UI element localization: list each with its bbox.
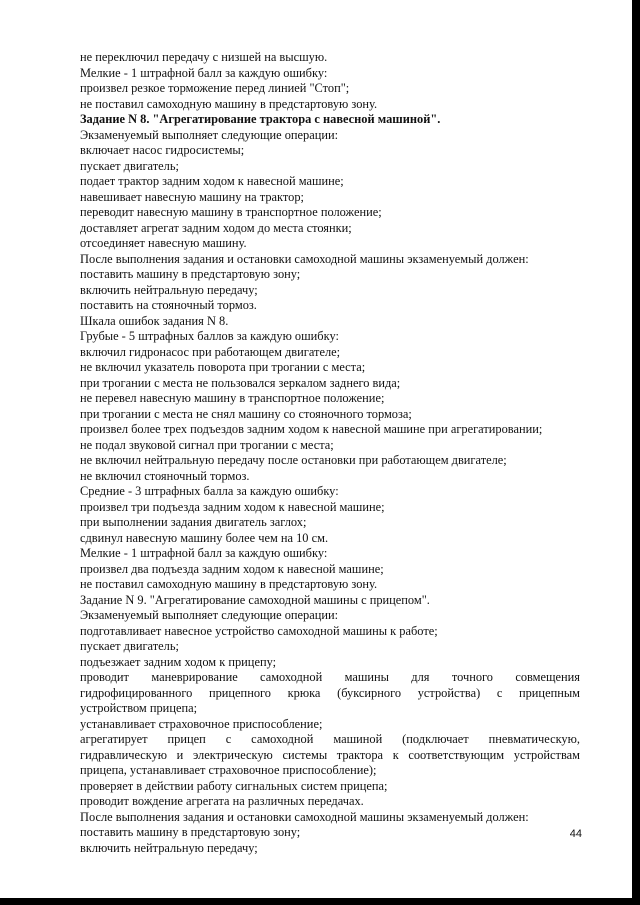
text-line: Мелкие - 1 штрафной балл за каждую ошибку:: [80, 65, 328, 80]
text-line: Грубые - 5 штрафных баллов за каждую ошибку:: [80, 329, 339, 343]
text-line: включил гидронасос при работающем двигателе;: [80, 344, 341, 359]
text-line: при трогании с места не снял машину со стояночного тормоза;: [80, 406, 412, 421]
text-line: переводит навесную машину в транспортное положение;: [80, 205, 382, 219]
text-line: включить нейтральную передачу;: [80, 282, 258, 297]
text-line: устройством прицепа;: [80, 701, 198, 715]
text-line: произвел три подъезда задним ходом к навесной машине;: [80, 499, 385, 514]
text-line: подъезжает задним ходом к прицепу;: [80, 654, 277, 669]
text-line: сдвинул навесную машину более чем на 10 см.: [80, 530, 329, 545]
text-line: подает трактор задним ходом к навесной машине;: [80, 174, 344, 188]
text-line: поставить машину в предстартовую зону;: [80, 825, 301, 839]
text-line: проводит вождение агрегата на различных передачах.: [80, 794, 364, 808]
text-line: поставить машину в предстартовую зону;: [80, 267, 301, 281]
text-line: агрегатирует прицеп с самоходной машиной (подключает пневматическую,: [80, 732, 580, 746]
text-line: пускает двигатель;: [80, 158, 179, 173]
text-line: навешивает навесную машину на трактор;: [80, 189, 304, 204]
text-line: устанавливает страховочное приспособление;: [80, 716, 323, 731]
text-line: не включил нейтральную передачу после остановки при работающем двигателе;: [80, 453, 507, 467]
text-line: Средние - 3 штрафных балла за каждую ошибку:: [80, 484, 339, 498]
text-line: не подал звуковой сигнал при трогании с места;: [80, 437, 334, 452]
text-line: при выполнении задания двигатель заглох;: [80, 515, 307, 529]
text-line: проверяет в действии работу сигнальных систем прицепа;: [80, 778, 388, 793]
page-number: 44: [569, 828, 582, 840]
text-line: произвел более трех подъездов задним ходом к навесной машине при агрегатировании;: [80, 422, 543, 436]
scan-edge-right: [632, 0, 640, 905]
text-line: Экзаменуемый выполняет следующие операции:: [80, 127, 339, 142]
text-line: не переключил передачу с низшей на высшую.: [80, 50, 328, 64]
text-line: гидравлическую и электрическую системы трактора к соответствующим устройствам: [80, 747, 580, 762]
text-line: включает насос гидросистемы;: [80, 143, 245, 157]
text-line: произвел два подъезда задним ходом к навесной машине;: [80, 561, 384, 576]
document-page: [80, 50, 580, 856]
text-line: поставить на стояночный тормоз.: [80, 298, 257, 312]
text-line: доставляет агрегат задним ходом до места стоянки;: [80, 220, 352, 235]
text-line: Шкала ошибок задания N 8.: [80, 313, 229, 328]
text-line: не включил стояночный тормоз.: [80, 468, 250, 483]
text-line: Экзаменуемый выполняет следующие операции:: [80, 608, 339, 622]
text-line: не поставил самоходную машину в предстартовую зону.: [80, 577, 378, 591]
text-line: Мелкие - 1 штрафной балл за каждую ошибку:: [80, 546, 328, 560]
text-line: гидрофицированного прицепного крюка (буксирного устройства) с прицепным: [80, 685, 580, 700]
text-line: при трогании с места не пользовался зеркалом заднего вида;: [80, 375, 401, 390]
task-heading: Задание N 8. "Агрегатирование трактора с навесной машиной".: [80, 112, 441, 126]
text-line: Задание N 9. "Агрегатирование самоходной машины с прицепом".: [80, 592, 430, 607]
text-line: После выполнения задания и остановки самоходной машины экзаменуемый должен:: [80, 251, 529, 266]
text-line: пускает двигатель;: [80, 639, 179, 653]
text-line: произвел резкое торможение перед линией "Стоп";: [80, 81, 350, 95]
text-line: не поставил самоходную машину в предстартовую зону.: [80, 96, 378, 111]
text-line: подготавливает навесное устройство самоходной машины к работе;: [80, 623, 438, 638]
scan-edge-bottom: [0, 898, 640, 905]
text-line: отсоединяет навесную машину.: [80, 236, 247, 250]
text-line: После выполнения задания и остановки самоходной машины экзаменуемый должен:: [80, 809, 529, 824]
text-line: включить нейтральную передачу;: [80, 840, 258, 855]
text-line: не включил указатель поворота при трогании с места;: [80, 360, 366, 374]
text-line: не перевел навесную машину в транспортное положение;: [80, 391, 385, 405]
text-line: прицепа, устанавливает страховочное приспособление);: [80, 763, 377, 777]
text-line: проводит маневрирование самоходной машины для точного совмещения: [80, 670, 580, 684]
